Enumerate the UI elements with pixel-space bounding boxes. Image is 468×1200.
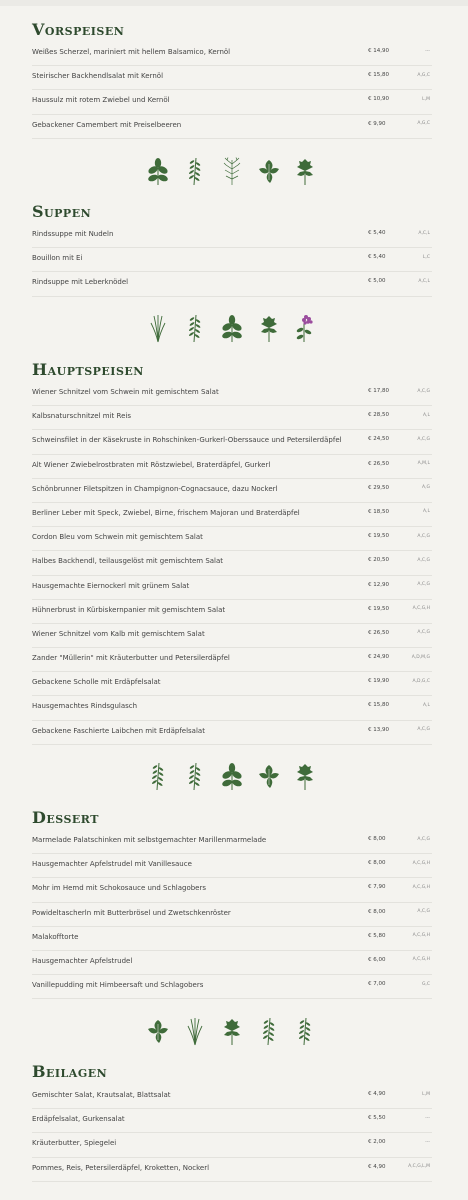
dish-price: € 5,40 [368,254,386,261]
dish-allergens: A,C,G [417,630,430,636]
dish-name: Cordon Bleu vom Schwein mit gemischtem Salat [32,533,203,542]
dish-price: € 8,00 [368,860,386,867]
dish-price: € 7,00 [368,981,386,988]
menu-item [32,479,432,503]
herb-divider [0,313,468,343]
dish-allergens: A,D,M,G [411,654,430,660]
dish-name: Schweinsfilet in der Käsekruste in Rohschinken-Gurkerl-Oberssauce und Petersilerdäpfel [32,436,342,445]
parsley-icon [292,156,318,186]
menu-item [32,951,432,975]
menu-item [32,927,432,951]
dish-name: Gebackene Faschierte Laibchen mit Erdäpfelsalat [32,726,205,735]
dish-name: Marmelade Palatschinken mit selbstgemachter Marillenmarmelade [32,836,267,844]
dish-price: € 15,80 [368,702,389,709]
menu-item [32,1085,432,1109]
menu-list-vorspeisen [32,42,432,139]
rosemary-icon [292,1016,318,1046]
dish-price: € 13,90 [368,726,389,733]
dish-name: Halbes Backhendl, teilausgelöst mit gemischtem Salat [32,557,224,566]
top-bar [0,0,468,6]
menu-item [32,272,432,296]
dish-allergens: A,G [422,485,430,491]
menu-item [32,66,432,90]
dish-allergens: A,C,G,H [412,933,430,939]
menu-item [32,648,432,672]
menu-item [32,903,432,927]
dish-name: Wiener Schnitzel vom Kalb mit gemischtem Salat [32,629,205,638]
dish-price: € 29,50 [368,484,389,491]
dish-price: € 7,90 [368,884,386,891]
dish-name: Gemischter Salat, Krautsalat, Blattsalat [32,1091,171,1099]
dish-price: € 6,00 [368,956,386,963]
dish-name: Bouillon mit Ei [32,254,83,263]
dish-price: € 2,00 [368,1139,386,1146]
dish-allergens: A,G,C [417,72,430,78]
basil-icon [219,761,245,791]
dish-name: Vanillepudding mit Himbeersaft und Schlagobers [32,981,204,990]
menu-item [32,430,432,454]
dish-name: Weißes Scherzel, mariniert mit hellem Balsamico, Kernöl [32,48,231,56]
dill-icon [219,156,245,186]
menu-list-hauptspeisen [32,382,432,745]
dish-price: € 12,90 [368,581,389,588]
menu-item [32,248,432,272]
menu-item [32,90,432,114]
dish-allergens: L,M [422,1091,430,1097]
dish-name: Gebackener Camembert mit Preiselbeeren [32,120,182,129]
dish-allergens: A,C,G [417,388,430,394]
dish-price: € 19,90 [368,678,389,685]
dish-allergens: A,G,C [417,121,430,127]
dish-price: € 4,90 [368,1163,386,1170]
dish-price: € 14,90 [368,48,389,54]
dish-price: € 19,50 [368,533,389,540]
section-title-vorspeisen: Vorspeisen [32,20,125,39]
basil-icon [219,313,245,343]
dish-name: Malakofftorte [32,932,79,941]
dish-allergens: A,C,G [417,582,430,587]
dish-price: € 10,90 [368,96,389,103]
dish-price: € 19,50 [368,605,389,612]
dish-name: Rindsuppe mit Leberknödel [32,278,129,287]
rosemary-icon [182,156,208,186]
dish-name: Alt Wiener Zwiebelrostbraten mit Röstzwiebel, Braterdäpfel, Gurkerl [32,460,271,469]
dish-allergens: A,M,L [417,461,430,467]
dish-allergens: A,C,G [417,533,430,539]
dish-name: Rindssuppe mit Nudeln [32,230,114,238]
menu-item [32,624,432,648]
menu-item [32,455,432,479]
dish-allergens: --- [425,48,430,54]
menu-item [32,42,432,66]
mint-icon [256,761,282,791]
dish-price: € 17,80 [368,388,389,394]
menu-item [32,721,432,745]
dish-name: Mohr im Hemd mit Schokosauce und Schlagobers [32,884,206,893]
basil-icon [145,156,171,186]
parsley-icon [256,313,282,343]
dish-name: Erdäpfelsalat, Gurkensalat [32,1115,125,1124]
menu-item [32,975,432,999]
dish-price: € 8,00 [368,908,386,915]
dish-name: Wiener Schnitzel vom Schwein mit gemischtem Salat [32,388,219,396]
dish-name: Pommes, Reis, Petersilerdäpfel, Kroketten, Nockerl [32,1163,210,1172]
dish-name: Hausgemachte Eiernockerl mit grünem Salat [32,581,190,590]
dish-name: Steirischer Backhendlsalat mit Kernöl [32,72,164,81]
dish-name: Kalbsnaturschnitzel mit Reis [32,412,131,421]
dish-price: € 24,90 [368,654,389,661]
menu-item [32,830,432,854]
dish-name: Berliner Leber mit Speck, Zwiebel, Birne, frischem Majoran und Braterdäpfel [32,508,300,517]
dish-price: € 15,80 [368,72,389,79]
menu-item [32,672,432,696]
dish-price: € 8,00 [368,836,386,842]
dish-allergens: A,C,L [418,230,430,236]
dish-allergens: G,C [421,981,430,987]
dish-price: € 26,50 [368,460,389,467]
dish-name: Hausgemachter Apfelstrudel mit Vanillesauce [32,860,192,869]
dish-allergens: A,C,G [417,727,430,733]
menu-item [32,224,432,248]
menu-list-beilagen [32,1085,432,1182]
section-title-dessert: Dessert [32,808,99,827]
dish-allergens: A,C,L [418,278,430,284]
herb-divider [0,761,468,791]
dish-name: Hausgemachter Apfelstrudel [32,956,133,965]
dish-name: Zander "Müllerin" mit Kräuterbutter und Petersilerdäpfel [32,654,230,663]
dish-allergens: A,L [422,702,430,708]
menu-list-suppen [32,224,432,297]
dish-price: € 24,50 [368,436,389,443]
rosemary-icon [256,1016,282,1046]
dish-price: € 9,90 [368,120,386,127]
dish-allergens: L,M [422,96,430,102]
mint-icon [256,156,282,186]
oregano-flower-icon [292,313,318,343]
dish-price: € 26,50 [368,629,389,636]
menu-item [32,1109,432,1133]
dish-price: € 5,80 [368,932,386,939]
dish-name: Hausgemachtes Rindsgulasch [32,702,138,711]
dish-allergens: A,L [422,509,430,515]
dish-price: € 20,50 [368,557,389,564]
dish-allergens: A,C,G,L,M [408,1164,430,1170]
dish-price: € 4,90 [368,1091,386,1097]
menu-item [32,854,432,878]
parsley-icon [219,1016,245,1046]
menu-item [32,878,432,902]
dish-price: € 28,50 [368,412,389,419]
dish-price: € 5,40 [368,230,386,236]
menu-item [32,382,432,406]
menu-list-dessert [32,830,432,999]
section-title-suppen: Suppen [32,202,92,221]
dish-name: Haussulz mit rotem Zwiebel und Kernöl [32,96,170,105]
chives-icon [182,1016,208,1046]
rosemary-icon [145,761,171,791]
herb-divider [0,1016,468,1046]
section-title-hauptspeisen: Hauptspeisen [32,360,144,379]
dish-name: Schönbrunner Filetspitzen in Champignon-Cognacsauce, dazu Nockerl [32,484,278,493]
menu-item [32,576,432,600]
menu-item [32,115,432,139]
dish-allergens: A,C,G,H [412,606,430,612]
dish-allergens: --- [425,1139,430,1145]
menu-item [32,406,432,430]
dish-allergens: L,C [422,254,430,260]
dish-allergens: A,C,G,H [412,860,430,866]
chives-icon [145,313,171,343]
dish-allergens: A,C,G [417,909,430,915]
menu-item [32,600,432,624]
dish-allergens: A,C,G [417,557,430,563]
dish-price: € 5,00 [368,278,386,285]
menu-item [32,1158,432,1182]
menu-item [32,503,432,527]
dish-allergens: A,C,G,H [412,884,430,890]
herb-divider [0,156,468,186]
menu-item [32,696,432,720]
parsley-icon [292,761,318,791]
dish-allergens: --- [425,1115,430,1121]
rosemary-icon [182,761,208,791]
dish-name: Gebackene Scholle mit Erdäpfelsalat [32,678,161,687]
menu-item [32,527,432,551]
dish-price: € 18,50 [368,508,389,515]
dish-allergens: A,C,G [417,436,430,442]
dish-allergens: A,D,G,C [412,678,430,684]
dish-price: € 5,50 [368,1115,386,1122]
dish-name: Kräuterbutter, Spiegelei [32,1139,117,1148]
rosemary-icon [182,313,208,343]
dish-allergens: A,C,G,H [412,957,430,963]
dish-name: Hühnerbrust in Kürbiskernpanier mit gemischtem Salat [32,605,226,614]
dish-name: Powideltascherln mit Butterbrösel und Zwetschkenröster [32,908,231,917]
mint-icon [145,1016,171,1046]
dish-allergens: A,L [422,412,430,418]
dish-allergens: A,C,G [417,836,430,842]
menu-item [32,1133,432,1157]
section-title-beilagen: Beilagen [32,1062,108,1081]
menu-item [32,551,432,575]
